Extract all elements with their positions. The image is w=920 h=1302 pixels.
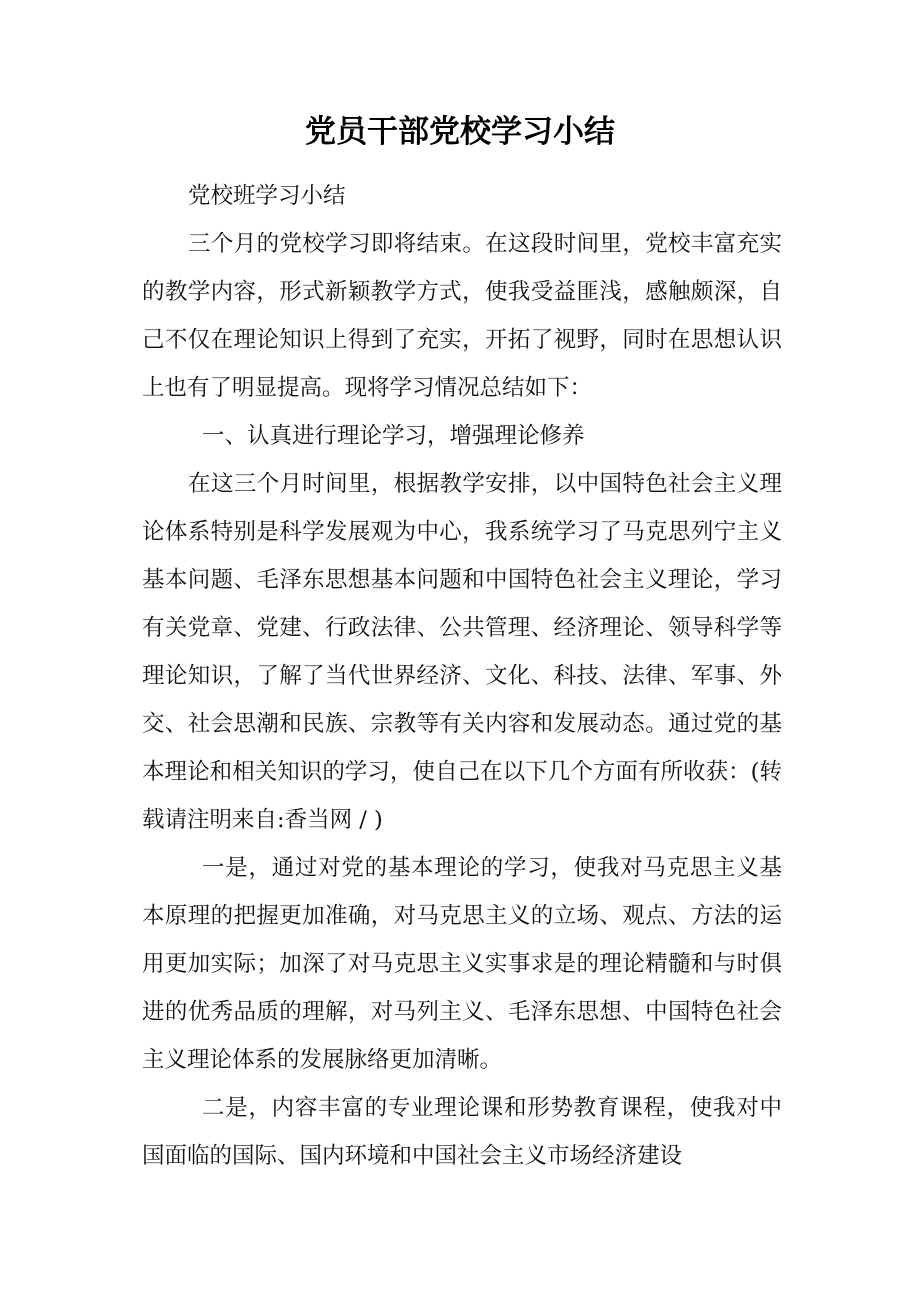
section-heading-1: 一、认真进行理论学习，增强理论修养 (202, 423, 585, 449)
document-subtitle: 党校班学习小结 (188, 183, 346, 209)
paragraph-intro: 三个月的党校学习即将结束。在这段时间里，党校丰富充实的教学内容，形式新颖教学方式，使我受益匪浅，感触颇深，自己不仅在理论知识上得到了充实，开拓了视野，同时在思想认识上也有了明显提高。现将学习情况总结如下： (142, 231, 782, 401)
paragraph-study-content: 在这三个月时间里，根据教学安排，以中国特色社会主义理论体系特别是科学发展观为中心，我系统学习了马克思列宁主义基本问题、毛泽东思想基本问题和中国特色社会主义理论，学习有关党章、党建、行政法律、公共管理、经济理论、领导科学等理论知识，了解了当代世界经济、文化、科技、法律、军事、外交、社会思潮和民族、宗教等有关内容和发展动态。通过党的基本理论和相关知识的学习，使自己在以下几个方面有所收获：(转载请注明来自:香当网 / ) (142, 471, 782, 833)
paragraph-point-2: 二是，内容丰富的专业理论课和形势教育课程，使我对中国面临的国际、国内环境和中国社会主义市场经济建设 (142, 1095, 782, 1169)
paragraph-point-1: 一是，通过对党的基本理论的学习，使我对马克思主义基本原理的把握更加准确，对马克思主义的立场、观点、方法的运用更加实际；加深了对马克思主义实事求是的理论精髓和与时俱进的优秀品质的理解，对马列主义、毛泽东思想、中国特色社会主义理论体系的发展脉络更加清晰。 (142, 855, 782, 1073)
document-title: 党员干部党校学习小结 (305, 114, 615, 150)
document-body (142, 172, 782, 1180)
